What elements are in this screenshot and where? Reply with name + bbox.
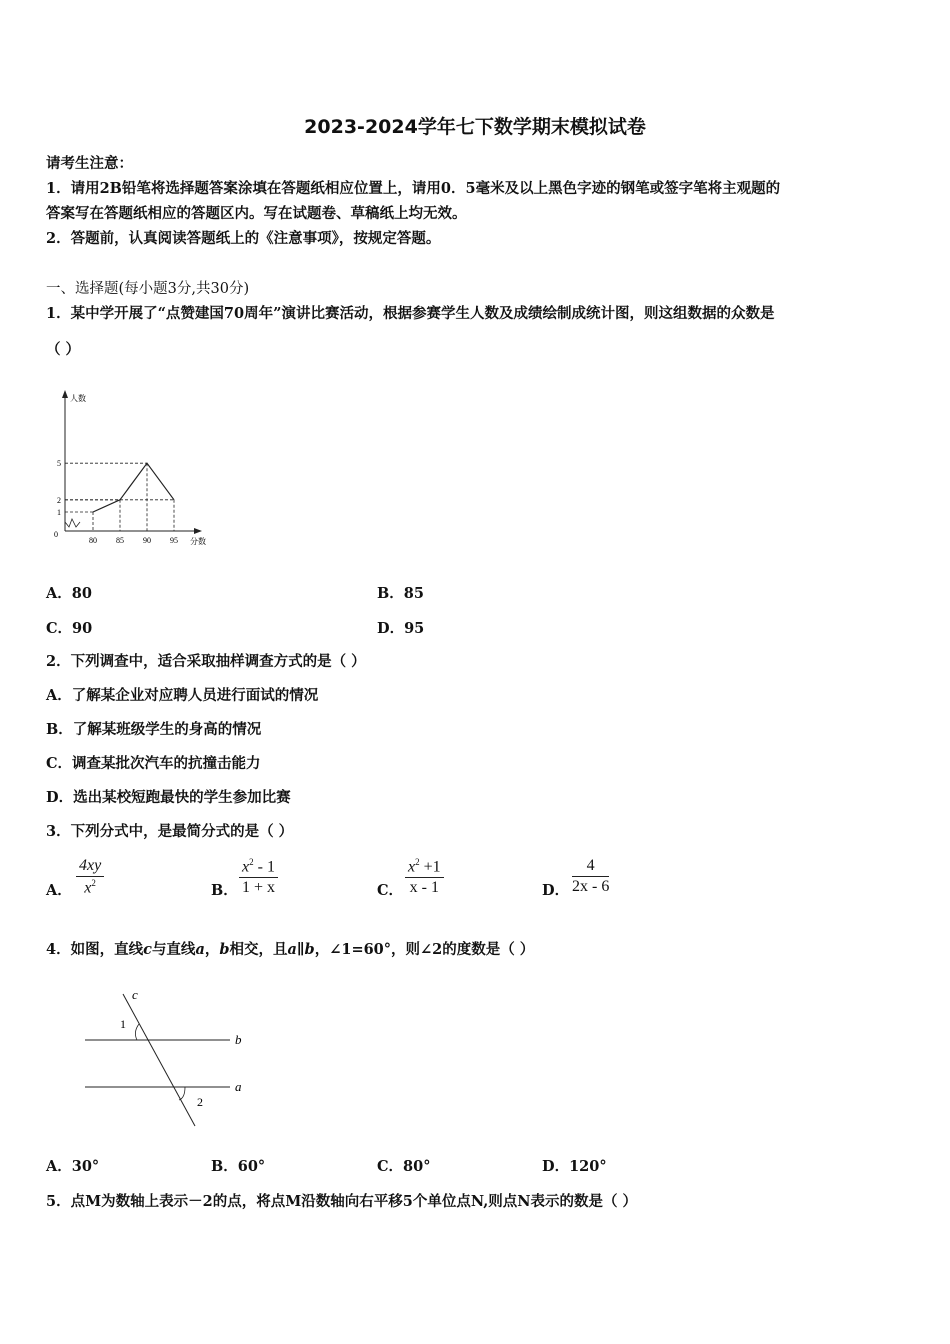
label-angle-2: 2 [197, 1095, 203, 1109]
q4-option-a[interactable]: A．30° [46, 1158, 100, 1175]
notice-line-1: 1．请用2B铅笔将选择题答案涂填在答题纸相应位置上，请用0．5毫米及以上黑色字迹的钢笔或签字笔将主观题的 [46, 180, 781, 197]
q4-option-b[interactable]: B．60° [211, 1158, 266, 1175]
q3-option-b-label[interactable]: B． [211, 882, 238, 899]
q4-parallel-lines-figure [75, 982, 260, 1132]
q1-option-d[interactable]: D．95 [377, 620, 425, 637]
x-tick-85: 85 [116, 536, 124, 545]
q3-option-c-label[interactable]: C． [377, 882, 404, 899]
x-tick-labels [89, 536, 178, 545]
notice-line-2: 答案写在答题纸相应的答题区内。写在试题卷、草稿纸上均无效。 [46, 205, 467, 222]
label-c: c [132, 987, 138, 1002]
q2-option-b[interactable]: B．了解某班级学生的身高的情况 [46, 721, 262, 738]
series-line [93, 463, 174, 512]
q2-stem: 2．下列调查中，适合采取抽样调查方式的是（ ） [46, 653, 366, 670]
q2-option-c[interactable]: C．调查某批次汽车的抗撞击能力 [46, 755, 261, 772]
q2-option-d[interactable]: D．选出某校短跑最快的学生参加比赛 [46, 789, 291, 806]
q1-option-b[interactable]: B．85 [377, 585, 424, 602]
x-tick-95: 95 [170, 536, 178, 545]
guide-lines [65, 463, 174, 531]
q3-fraction-a: $\frac{4xy}{x^2}$ [76, 857, 104, 897]
q3-fraction-c: $\frac{x^2 +1}{x - 1}$ [405, 857, 444, 897]
q3-stem: 3．下列分式中，是最简分式的是（ ） [46, 823, 294, 840]
y-axis-label: 人数 [70, 394, 86, 403]
q3-fraction-d: $\frac{4}{2x - 6}$ [572, 857, 610, 895]
notice-heading: 请考生注意： [46, 155, 133, 172]
y-tick-labels [57, 459, 61, 517]
section-heading: 一、选择题(每小题3分,共30分) [46, 281, 250, 297]
label-a: a [235, 1079, 242, 1094]
q5-stem: 5．点M为数轴上表示－2的点，将点M沿数轴向右平移5个单位点N,则点N表示的数是（ ） [46, 1193, 638, 1210]
q4-option-c[interactable]: C．80° [377, 1158, 431, 1175]
q3-option-a-label[interactable]: A． [46, 882, 72, 899]
x-tick-90: 90 [143, 536, 151, 545]
q3-option-d-label[interactable]: D． [542, 882, 570, 899]
angle-1-arc [135, 1024, 139, 1040]
q3-fraction-b: $\frac{x^2 - 1}{1 + x}$ [239, 857, 278, 897]
q1-option-c[interactable]: C．90 [46, 620, 93, 637]
label-angle-1: 1 [120, 1017, 126, 1031]
axis-break-mark [65, 519, 80, 527]
x-axis-label: 分数 [190, 537, 206, 546]
y-tick-5: 5 [57, 459, 61, 469]
label-b: b [235, 1032, 242, 1047]
q1-stem: 1．某中学开展了“点赞建国70周年”演讲比赛活动，根据参赛学生人数及成绩绘制成统计图，则这组数据的众数是 [46, 305, 775, 322]
page-title: 2023-2024学年七下数学期末模拟试卷 [304, 116, 646, 138]
line-c [123, 994, 195, 1126]
q1-stem-bracket: （ ） [46, 341, 81, 358]
q1-option-a[interactable]: A．80 [46, 585, 92, 602]
x-axis-arrow [194, 528, 202, 534]
y-axis-arrow [62, 390, 68, 398]
y-tick-2: 2 [57, 495, 61, 505]
q2-option-a[interactable]: A．了解某企业对应聘人员进行面试的情况 [46, 687, 319, 704]
q4-option-d[interactable]: D．120° [542, 1158, 607, 1175]
y-tick-1: 1 [57, 508, 61, 517]
q1-line-chart [50, 385, 220, 550]
notice-line-3: 2．答题前，认真阅读答题纸上的《注意事项》，按规定答题。 [46, 230, 441, 247]
x-tick-80: 80 [89, 536, 97, 545]
q4-stem: 4．如图，直线c与直线a，b相交，且a∥b，∠1=60°，则∠2的度数是（ ） [46, 941, 535, 958]
origin-label: 0 [54, 530, 58, 539]
